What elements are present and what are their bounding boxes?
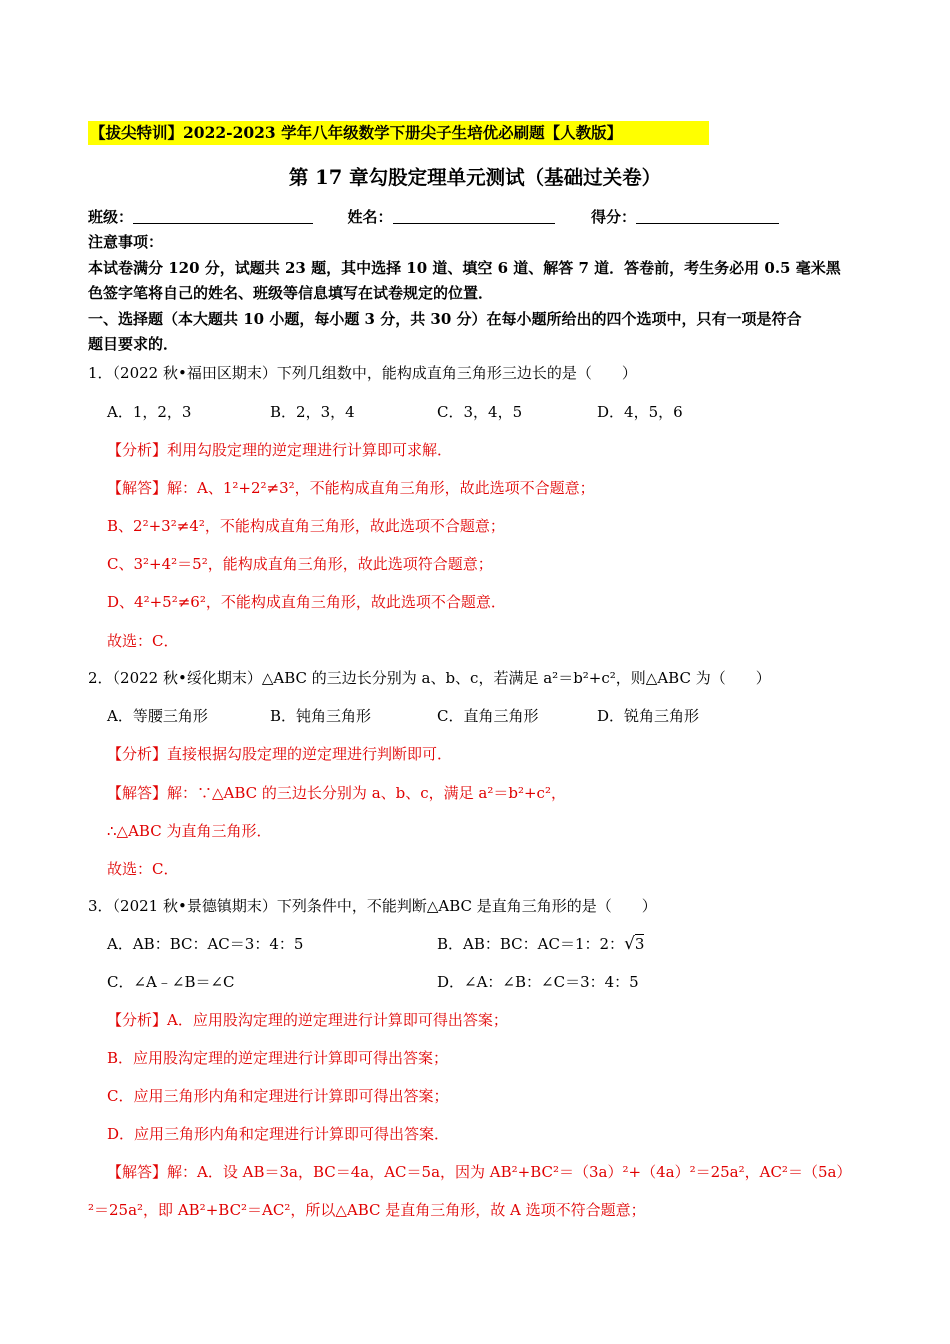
q3-analysis-c: C．应用三角形内角和定理进行计算即可得出答案； — [107, 1087, 449, 1105]
q2-choice: 故选：C． — [107, 860, 179, 878]
name-label: 姓名： — [347, 208, 393, 226]
q3-option-a: A．AB：BC：AC＝3：4：5 — [107, 935, 304, 953]
answer-text: 解：A．设 AB＝3a，BC＝4a，AC＝5a，因为 AB²+BC²＝（3a）²+（4a）²＝25a²，AC²＝（5a） — [167, 1163, 852, 1181]
analysis-tag: 【分析】 — [107, 745, 168, 763]
q3-answer-2: ²＝25a²，即 AB²+BC²＝AC²，所以△ABC 是直角三角形，故 A 选项不符合题意； — [88, 1201, 646, 1219]
q3-option-b — [437, 933, 644, 955]
q2-answer-1 — [107, 782, 566, 804]
q1-answer-c: C、3²+4²＝5²，能构成直角三角形，故此选项符合题意； — [107, 555, 493, 573]
q2-analysis — [107, 743, 452, 765]
q1-answer-a — [107, 477, 595, 499]
sqrt-radicand: 3 — [634, 935, 645, 953]
q3-analysis-b: B．应用股沟定理的逆定理进行计算即可得出答案； — [107, 1049, 449, 1067]
class-label: 班级： — [88, 208, 134, 226]
q2-answer-2: ∴△ABC 为直角三角形． — [107, 822, 272, 840]
q1-option-c: C．3，4，5 — [437, 403, 523, 421]
analysis-tag: 【分析】 — [107, 441, 168, 459]
student-info-row — [88, 205, 779, 228]
q2-option-b: B．钝角三角形 — [270, 707, 372, 725]
banner-text: 【拔尖特训】2022-2023 学年八年级数学下册尖子生培优必刷题【人教版】 — [90, 123, 623, 142]
q2-option-a: A．等腰三角形 — [107, 707, 208, 725]
q2-stem: 2．（2022 秋•绥化期末）△ABC 的三边长分别为 a、b、c，若满足 a²＝b²+c²，则△ABC 为（ ） — [88, 669, 771, 687]
q3-option-b-text: B．AB：BC：AC＝1：2： — [437, 935, 625, 953]
notice-line-2: 色签字笔将自己的姓名、班级等信息填写在试卷规定的位置． — [88, 284, 494, 302]
q3-option-c: C．∠A﹣∠B＝∠C — [107, 973, 235, 991]
q1-option-b: B．2，3，4 — [270, 403, 355, 421]
q1-analysis — [107, 439, 452, 461]
sqrt-icon: √ — [624, 934, 635, 954]
q1-option-a: A．1，2，3 — [107, 403, 192, 421]
notice-heading: 注意事项： — [88, 233, 164, 251]
analysis-text: 利用勾股定理的逆定理进行计算即可求解． — [167, 441, 453, 459]
q3-analysis-d: D．应用三角形内角和定理进行计算即可得出答案． — [107, 1125, 450, 1143]
series-banner — [88, 121, 709, 145]
analysis-tag: 【分析】 — [107, 1011, 168, 1029]
answer-tag: 【解答】 — [107, 479, 168, 497]
q3-option-d: D．∠A：∠B：∠C＝3：4：5 — [437, 973, 639, 991]
q3-stem: 3．（2021 秋•景德镇期末）下列条件中，不能判断△ABC 是直角三角形的是（ ） — [88, 897, 657, 915]
analysis-text: 直接根据勾股定理的逆定理进行判断即可． — [167, 745, 453, 763]
q1-answer-d: D、4²+5²≠6²，不能构成直角三角形，故此选项不合题意． — [107, 593, 506, 611]
q1-answer-b: B、2²+3²≠4²，不能构成直角三角形，故此选项不合题意； — [107, 517, 505, 535]
section-heading-2: 题目要求的． — [88, 335, 179, 353]
q1-option-d: D．4，5，6 — [597, 403, 683, 421]
q3-answer-1 — [107, 1161, 851, 1183]
answer-text: 解：A、1²+2²≠3²，不能构成直角三角形，故此选项不合题意； — [167, 479, 595, 497]
q2-option-c: C．直角三角形 — [437, 707, 539, 725]
q1-stem: 1．（2022 秋•福田区期末）下列几组数中，能构成直角三角形三边长的是（ ） — [88, 364, 637, 382]
score-label: 得分： — [590, 208, 636, 226]
answer-text: 解：∵△ABC 的三边长分别为 a、b、c，满足 a²＝b²+c²， — [167, 784, 566, 802]
score-field[interactable] — [636, 205, 779, 224]
class-field[interactable] — [133, 205, 313, 224]
name-field[interactable] — [393, 205, 555, 224]
answer-tag: 【解答】 — [107, 784, 168, 802]
q3-analysis-a — [107, 1009, 508, 1031]
q1-choice: 故选：C． — [107, 632, 179, 650]
notice-line-1: 本试卷满分 120 分，试题共 23 题，其中选择 10 道、填空 6 道、解答 7 道．答卷前，考生务必用 0.5 毫米黑 — [88, 259, 841, 277]
section-heading-1: 一、选择题（本大题共 10 小题，每小题 3 分，共 30 分）在每小题所给出的四个选项中，只有一项是符合 — [88, 310, 802, 328]
answer-tag: 【解答】 — [107, 1163, 168, 1181]
page-title: 第 17 章勾股定理单元测试（基础过关卷） — [288, 166, 662, 189]
analysis-text: A．应用股沟定理的逆定理进行计算即可得出答案； — [167, 1011, 508, 1029]
q2-option-d: D．锐角三角形 — [597, 707, 700, 725]
